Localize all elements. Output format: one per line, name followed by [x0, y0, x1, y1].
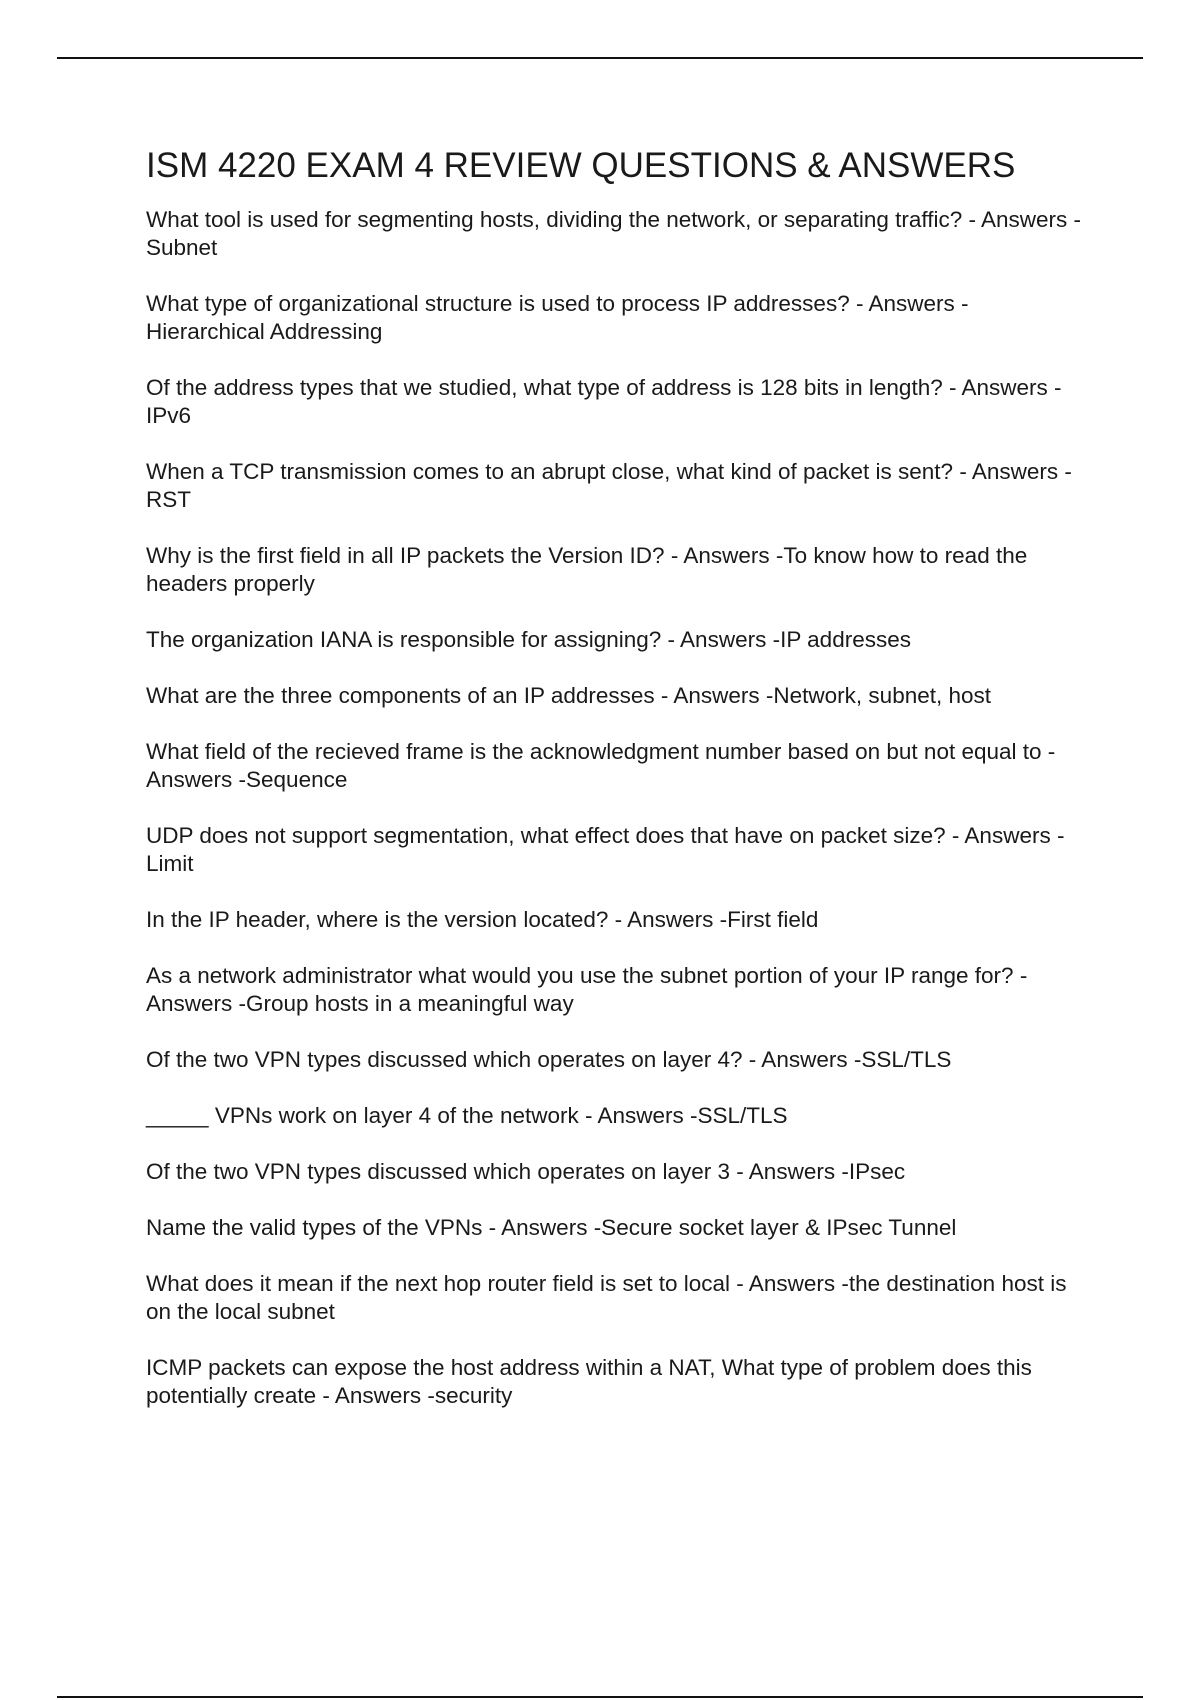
qa-item: UDP does not support segmentation, what effect does that have on packet size? - Answers -Limit: [146, 823, 1065, 876]
qa-item: _____ VPNs work on layer 4 of the network - Answers -SSL/TLS: [146, 1103, 788, 1128]
qa-item: Of the address types that we studied, what type of address is 128 bits in length? - Answers -IPv6: [146, 375, 1062, 428]
qa-item: As a network administrator what would you use the subnet portion of your IP range for? - Answers -Group hosts in a meaningful way: [146, 963, 1028, 1016]
qa-item: The organization IANA is responsible for assigning? - Answers -IP addresses: [146, 627, 911, 652]
qa-item: Of the two VPN types discussed which operates on layer 4? - Answers -SSL/TLS: [146, 1047, 952, 1072]
qa-item: What are the three components of an IP addresses - Answers -Network, subnet, host: [146, 683, 992, 708]
qa-item: Of the two VPN types discussed which operates on layer 3 - Answers -IPsec: [146, 1159, 906, 1184]
qa-item: In the IP header, where is the version located? - Answers -First field: [146, 907, 819, 932]
qa-item: ICMP packets can expose the host address within a NAT, What type of problem does this potentially create - Answers -security: [146, 1355, 1032, 1408]
qa-item: What field of the recieved frame is the acknowledgment number based on but not equal to - Answers -Sequence: [146, 739, 1056, 792]
qa-item: When a TCP transmission comes to an abrupt close, what kind of packet is sent? - Answers -RST: [146, 459, 1072, 512]
qa-item: Name the valid types of the VPNs - Answers -Secure socket layer & IPsec Tunnel: [146, 1215, 957, 1240]
qa-item: What tool is used for segmenting hosts, dividing the network, or separating traffic? - Answers -Subnet: [146, 207, 1082, 260]
qa-list: [146, 206, 1086, 1410]
qa-item: What does it mean if the next hop router field is set to local - Answers -the destination host is on the local subnet: [146, 1271, 1067, 1324]
top-divider: [57, 57, 1143, 59]
document-title: ISM 4220 EXAM 4 REVIEW QUESTIONS & ANSWERS: [146, 146, 1016, 185]
document-body: [146, 142, 1086, 1438]
qa-item: What type of organizational structure is used to process IP addresses? - Answers -Hierarchical Addressing: [146, 291, 969, 344]
bottom-divider: [57, 1696, 1143, 1698]
qa-item: Why is the first field in all IP packets the Version ID? - Answers -To know how to read the headers properly: [146, 543, 1028, 596]
